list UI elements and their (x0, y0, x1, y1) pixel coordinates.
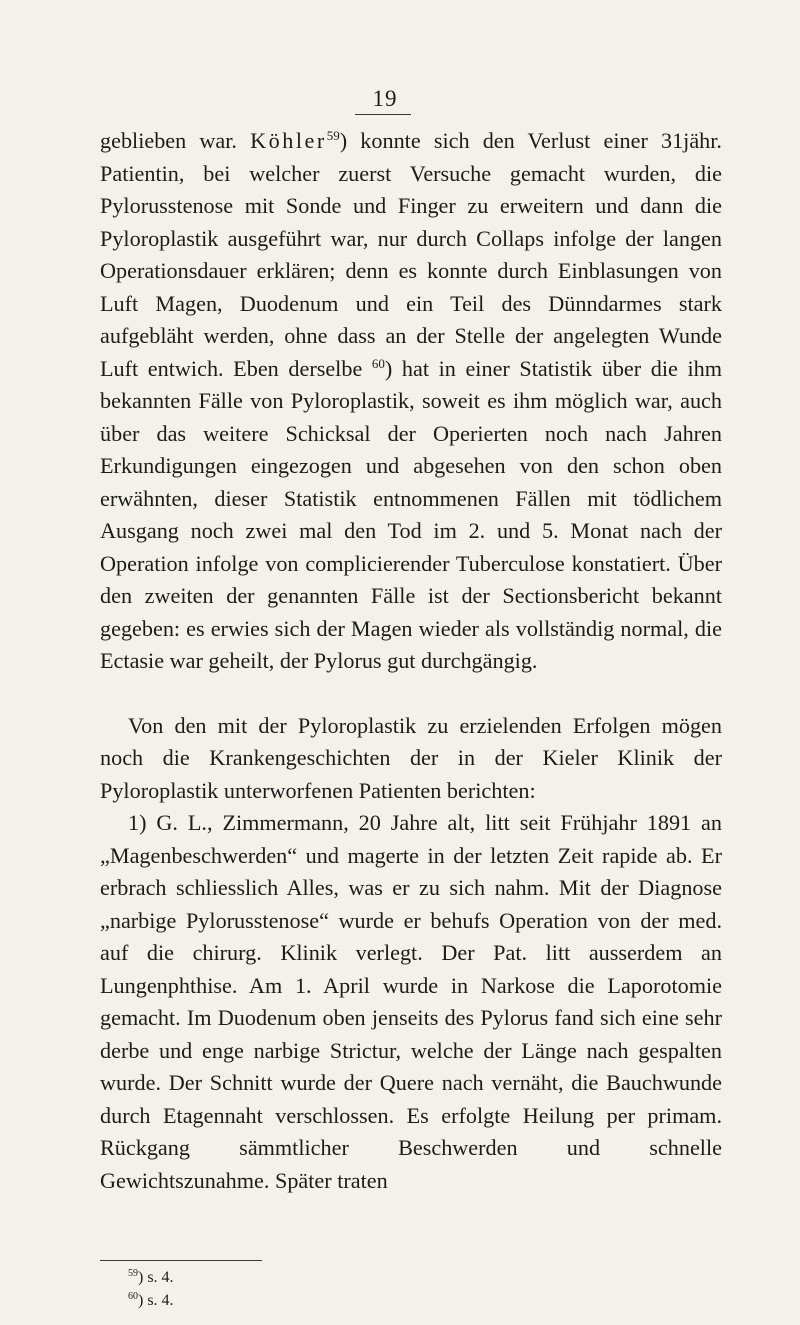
paragraph-3: 1) G. L., Zimmermann, 20 Jahre alt, litt seit Frühjahr 1891 an „Magenbeschwerden“ und magerte in der letzten Zeit rapide ab. Er erbrach schliesslich Alles, was er zu sich nahm. Mit der Diagnose „narbige Pylorusstenose“ wurde er behufs Operation von der med. auf die chirurg. Klinik verlegt. Der Pat. litt ausserdem an Lungenphthise. Am 1. April wurde in Narkose die Laporotomie gemacht. Im Duodenum oben jenseits des Pylorus fand sich eine sehr derbe und enge narbige Strictur, welche der Länge nach gespalten wurde. Der Schnitt wurde der Quere nach vernäht, die Bauchwunde durch Etagennaht verschlossen. Es erfolgte Heilung per primam. Rückgang sämmtlicher Beschwerden und schnelle Gewichtszunahme. Später traten (100, 810, 722, 1193)
footnote-mark: 59 (128, 1268, 138, 1279)
footnote-mark: 60 (128, 1291, 138, 1302)
footnote-ref-60: 60 (371, 355, 385, 371)
paragraph-1-lead: geblieben war. (100, 128, 251, 153)
footnote-59 (128, 1266, 174, 1289)
paragraph-1 (100, 125, 722, 678)
footnote-ref-59: 59 (326, 128, 340, 143)
paragraph-1-part-1: ) konnte sich den Verlust einer 31jähr. Patientin, bei welcher zuerst Versuche gemacht wurden, die Pylorusstenose mit Sonde und Finger zu erweitern und dann die Pyloroplastik ausgeführt war, nur durch Collaps infolge der langen Operationsdauer erklären; denn es konnte durch Einblasungen von Luft Magen, Duodenum und ein Teil des Dünndarmes stark aufgebläht werden, ohne dass an der Stelle der angelegten Wunde Luft entwich. Eben derselbe (100, 128, 722, 381)
footnote-text: ) s. 4. (138, 1292, 174, 1309)
footnote-60 (128, 1289, 174, 1312)
page-number-rule (355, 114, 411, 115)
body-text (100, 125, 722, 1197)
footnotes (128, 1266, 174, 1312)
footnote-rule (100, 1260, 262, 1261)
footnote-text: ) s. 4. (138, 1269, 174, 1286)
paragraph-2: Von den mit der Pyloroplastik zu erzielenden Erfolgen mögen noch die Krankengeschichten der in der Kieler Klinik der Pyloroplastik unterworfenen Patienten berichten: (100, 712, 722, 803)
author-name: Köhler (250, 128, 327, 153)
page-number: 19 (372, 86, 398, 111)
paragraph-1-part-2: ) hat in einer Statistik über die ihm bekannten Fälle von Pyloroplastik, soweit es ihm möglich war, auch über das weitere Schicksal der Operierten noch nach Jahren Erkundigungen eingezogen und abgesehen von den schon oben erwähnten, dieser Statistik entnommenen Fällen mit tödlichem Ausgang noch zwei mal den Tod im 2. und 5. Monat nach der Operation infolge von complicierender Tuberculose konstatiert. Über den zweiten der genannten Fälle ist der Sectionsbericht bekannt gegeben: es erwies sich der Magen wieder als vollständig normal, die Ectasie war geheilt, der Pylorus gut durchgängig. (100, 355, 722, 673)
